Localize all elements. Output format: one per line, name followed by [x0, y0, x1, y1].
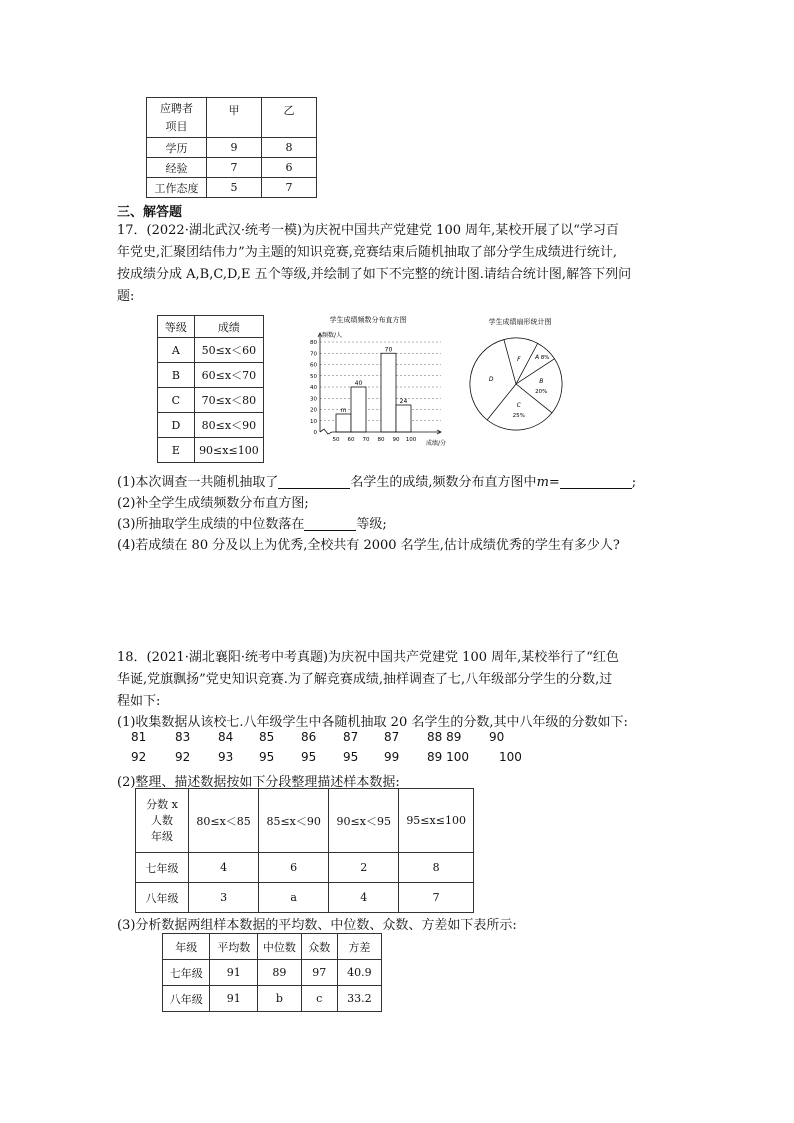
cell-value: c — [301, 986, 337, 1012]
slice-label: F — [517, 355, 521, 363]
y-tick-label: 50 — [310, 373, 317, 380]
cell-count: 3 — [189, 883, 259, 913]
header-cell: 中位数 — [258, 934, 302, 960]
y-tick-label: 40 — [310, 385, 317, 391]
slice-label: A — [535, 353, 540, 361]
header-jia: 甲 — [206, 98, 261, 138]
pie-chart — [462, 312, 572, 437]
cell-value: 33.2 — [337, 986, 381, 1012]
histogram-bar — [396, 405, 411, 432]
cell-value: 7 — [261, 178, 316, 198]
histogram-y-label: 频数/人 — [322, 332, 343, 339]
cell-count: 4 — [189, 853, 259, 883]
answer-blank-total[interactable] — [278, 474, 350, 489]
q17-line: 17．(2022·湖北武汉·统考一模)为庆祝中国共产党建党 100 周年,某校开展了以“学习百 — [117, 223, 619, 238]
header-item: 项目 — [165, 119, 188, 133]
cell-value: 91 — [210, 960, 258, 986]
y-tick-label: 10 — [310, 418, 317, 425]
cell-value: b — [258, 986, 302, 1012]
corner-count: 人数 — [151, 813, 174, 827]
y-tick-label: 60 — [310, 362, 317, 369]
corner-score: 分数 x — [146, 797, 178, 811]
bar-label: 24 — [399, 398, 408, 405]
cell-grade: C — [158, 388, 195, 413]
q17-line: 年党史,汇聚团结伟力”为主题的知识竞赛,竞赛结束后随机抽取了部分学生成绩进行统计, — [117, 245, 618, 260]
data-value: 87 — [384, 730, 400, 744]
table-row — [158, 363, 264, 388]
table-row — [147, 178, 317, 198]
y-tick-label: 0 — [313, 430, 317, 436]
histogram-title: 学生成绩频数分布直方图 — [329, 316, 407, 324]
semicolon: ; — [631, 475, 637, 490]
table-row — [136, 883, 474, 913]
y-tick-label: 80 — [310, 340, 317, 346]
section-title: 三、解答题 — [117, 205, 183, 220]
table-row — [158, 438, 264, 463]
bar-label: m — [340, 407, 347, 414]
cell-count: 6 — [259, 853, 329, 883]
q18-line: 18．(2021·湖北襄阳·统考中考真题)为庆祝中国共产党建党 100 周年,某校举行了“红色 — [117, 650, 619, 665]
data-value: 95 — [301, 750, 317, 764]
histogram-x-label: 成绩/分 — [426, 440, 447, 447]
q17-line: 题: — [117, 289, 135, 304]
cell-count: 4 — [329, 883, 399, 913]
y-tick-label: 20 — [310, 407, 317, 414]
stats-table — [162, 933, 382, 1012]
x-tick-label: 90 — [392, 437, 400, 443]
slice-label: D — [488, 375, 494, 383]
data-value: 86 — [301, 730, 317, 744]
header-range: 95≤x≤100 — [399, 789, 474, 853]
cell-item: 工作态度 — [147, 178, 207, 198]
table-row — [158, 338, 264, 363]
header-cell: 年级 — [163, 934, 210, 960]
bar-label: 70 — [384, 346, 393, 354]
data-value: 95 — [343, 750, 359, 764]
q18-sub2: (2)整理、描述数据按如下分段整理描述样本数据: — [117, 775, 400, 790]
corner-grade: 年级 — [151, 829, 174, 843]
x-tick-label: 60 — [347, 437, 355, 443]
data-value: 83 — [175, 730, 191, 744]
histogram-bar — [381, 353, 396, 432]
table-row — [158, 388, 264, 413]
data-value: 81 — [131, 730, 147, 744]
slice-label: B — [539, 378, 544, 386]
q17-sub1-text-a: (1)本次调查一共随机抽取了 — [117, 475, 279, 490]
cell-item: 经验 — [147, 158, 207, 178]
cell-value: 6 — [261, 158, 316, 178]
cell-value: 97 — [301, 960, 337, 986]
table-row — [163, 960, 382, 986]
data-value: 92 — [175, 750, 191, 764]
cell-value: 9 — [206, 138, 261, 158]
data-value: 84 — [218, 730, 234, 744]
table-row — [147, 158, 317, 178]
slice-percent: 25% — [512, 413, 525, 420]
header-cell: 方差 — [337, 934, 381, 960]
table-corner-header — [147, 98, 207, 138]
table-row — [163, 986, 382, 1012]
slice-percent: 8% — [540, 354, 550, 361]
cell-range: 60≤x＜70 — [194, 363, 263, 388]
cell-value: 8 — [261, 138, 316, 158]
header-range: 90≤x＜95 — [329, 789, 399, 853]
x-tick-label: 100 — [405, 437, 417, 443]
q17-sub1 — [117, 471, 636, 490]
cell-grade: 八年级 — [136, 883, 189, 913]
data-value: 89 100 — [427, 750, 469, 764]
cell-value: 89 — [258, 960, 302, 986]
header-applicant: 应聘者 — [159, 101, 193, 115]
cell-count: 2 — [329, 853, 399, 883]
q17-sub3 — [117, 513, 387, 532]
cell-grade: A — [158, 338, 195, 363]
data-value: 99 — [384, 750, 400, 764]
cell-grade: B — [158, 363, 195, 388]
slice-percent: 20% — [535, 389, 548, 396]
table-row — [158, 413, 264, 438]
grade-range-table — [157, 315, 264, 463]
cell-range: 80≤x＜90 — [194, 413, 263, 438]
cell-count: 7 — [399, 883, 474, 913]
table-row — [147, 138, 317, 158]
q17-sub1-text-b: 名学生的成绩,频数分布直方图中 — [350, 475, 537, 490]
y-tick-label: 70 — [310, 351, 317, 358]
cell-count: 8 — [399, 853, 474, 883]
cell-grade: E — [158, 438, 195, 463]
answer-blank-m[interactable] — [560, 474, 632, 489]
cell-item: 学历 — [147, 138, 207, 158]
x-tick-label: 80 — [377, 437, 385, 443]
header-range: 85≤x＜90 — [259, 789, 329, 853]
x-tick-label: 50 — [332, 437, 340, 443]
data-value: 90 — [489, 730, 505, 744]
histogram-bar — [336, 414, 351, 432]
data-value: 85 — [259, 730, 275, 744]
data-value: 100 — [499, 750, 522, 764]
header-score: 成绩 — [194, 316, 263, 338]
table-row — [136, 853, 474, 883]
q18-sub1: (1)收集数据从该校七.八年级学生中各随机抽取 20 名学生的分数,其中八年级的分数如下: — [117, 715, 628, 730]
data-value: 88 89 — [427, 730, 462, 744]
answer-blank-median[interactable] — [304, 516, 356, 531]
header-grade: 等级 — [158, 316, 195, 338]
bar-label: 40 — [354, 380, 363, 387]
header-cell: 众数 — [301, 934, 337, 960]
data-value: 93 — [218, 750, 234, 764]
cell-value: 七年级 — [163, 960, 210, 986]
q18-line: 华诞,党旗飘扬”党史知识竞赛.为了解竞赛成绩,抽样调查了七,八年级部分学生的分数,过 — [117, 672, 613, 687]
frequency-histogram — [300, 310, 460, 455]
table-corner-header — [136, 789, 189, 853]
slice-label: C — [516, 402, 521, 410]
q17-sub3-text-b: 等级; — [356, 517, 387, 532]
cell-value: 40.9 — [337, 960, 381, 986]
candidate-score-table — [146, 97, 317, 198]
header-range: 80≤x＜85 — [189, 789, 259, 853]
q17-line: 按成绩分成 A,B,C,D,E 五个等级,并绘制了如下不完整的统计图.请结合统计图,解答下列问 — [117, 267, 632, 282]
cell-value: 八年级 — [163, 986, 210, 1012]
histogram-bar — [351, 387, 366, 432]
header-yi: 乙 — [261, 98, 316, 138]
q18-line: 程如下: — [117, 694, 161, 709]
cell-range: 90≤x≤100 — [194, 438, 263, 463]
cell-grade: 七年级 — [136, 853, 189, 883]
cell-range: 70≤x＜80 — [194, 388, 263, 413]
cell-grade: D — [158, 413, 195, 438]
cell-count: a — [259, 883, 329, 913]
header-cell: 平均数 — [210, 934, 258, 960]
cell-value: 7 — [206, 158, 261, 178]
cell-value: 91 — [210, 986, 258, 1012]
data-value: 95 — [259, 750, 275, 764]
q17-sub2: (2)补全学生成绩频数分布直方图; — [117, 496, 309, 511]
x-tick-label: 70 — [362, 437, 370, 443]
data-value: 87 — [343, 730, 359, 744]
variable-m: m — [536, 475, 549, 490]
cell-value: 5 — [206, 178, 261, 198]
q18-sub3: (3)分析数据两组样本数据的平均数、中位数、众数、方差如下表所示: — [117, 918, 517, 933]
segment-table — [135, 788, 474, 913]
pie-title: 学生成绩扇形统计图 — [488, 318, 552, 326]
data-value: 92 — [131, 750, 147, 764]
cell-range: 50≤x＜60 — [194, 338, 263, 363]
y-tick-label: 30 — [310, 396, 317, 403]
q17-sub3-text-a: (3)所抽取学生成绩的中位数落在 — [117, 517, 305, 532]
q17-sub4: (4)若成绩在 80 分及以上为优秀,全校共有 2000 名学生,估计成绩优秀的学生有多少人? — [117, 538, 620, 553]
equals-sign: = — [548, 475, 560, 490]
